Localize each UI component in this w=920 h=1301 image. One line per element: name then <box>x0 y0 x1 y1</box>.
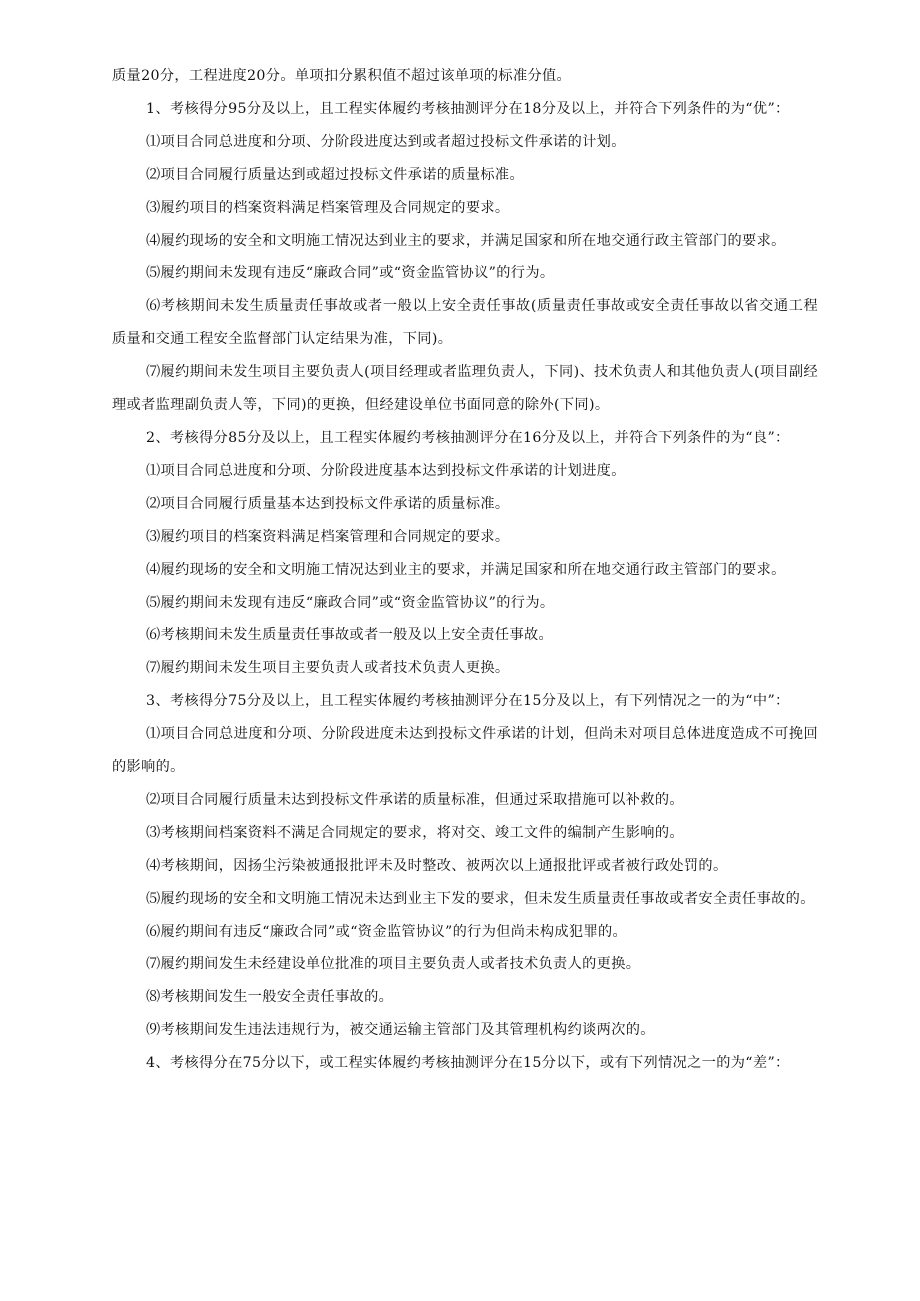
paragraph: ⑼考核期间发生违法违规行为，被交通运输主管部门及其管理机构约谈两次的。 <box>146 1022 655 1039</box>
paragraph: ⑵项目合同履行质量达到或超过投标文件承诺的质量标准。 <box>146 166 524 183</box>
paragraph: ⑺履约期间未发生项目主要负责人(项目经理或者监理负责人，下同)、技术负责人和其他负责人(项目副经理或者监理副负责人等，下同)的更换，但经建设单位书面同意的除外(下同)。 <box>112 364 818 414</box>
paragraph: 2、考核得分85分及以上，且工程实体履约考核抽测评分在16分及以上，并符合下列条件的为“良”： <box>146 429 790 446</box>
paragraph: ⑴项目合同总进度和分项、分阶段进度达到或者超过投标文件承诺的计划。 <box>146 133 626 150</box>
paragraph: ⑴项目合同总进度和分项、分阶段进度基本达到投标文件承诺的计划进度。 <box>146 462 626 479</box>
paragraph: ⑸履约期间未发现有违反“廉政合同”或“资金监管协议”的行为。 <box>146 594 555 611</box>
paragraph: 1、考核得分95分及以上，且工程实体履约考核抽测评分在18分及以上，并符合下列条件的为“优”： <box>146 100 790 117</box>
paragraph: ⑺履约期间发生未经建设单位批准的项目主要负责人或者技术负责人的更换。 <box>146 956 641 973</box>
paragraph: 3、考核得分75分及以上，且工程实体履约考核抽测评分在15分及以上，有下列情况之一的为“中”： <box>146 693 790 710</box>
paragraph: ⑹考核期间未发生质量责任事故或者一般以上安全责任事故(质量责任事故或安全责任事故以省交通工程质量和交通工程安全监督部门认定结果为准，下同)。 <box>112 298 818 348</box>
document-body <box>112 60 818 1080</box>
paragraph: ⑺履约期间未发生项目主要负责人或者技术负责人更换。 <box>146 660 510 677</box>
paragraph: ⑶考核期间档案资料不满足合同规定的要求，将对交、竣工文件的编制产生影响的。 <box>146 824 684 841</box>
paragraph: 4、考核得分在75分以下，或工程实体履约考核抽测评分在15分以下，或有下列情况之一的为“差”： <box>146 1055 790 1072</box>
paragraph: 质量20分，工程进度20分。单项扣分累积值不超过该单项的标准分值。 <box>112 68 572 84</box>
paragraph: ⑹履约期间有违反“廉政合同”或“资金监管协议”的行为但尚未构成犯罪的。 <box>146 923 628 940</box>
paragraph: ⑶履约项目的档案资料满足档案管理和合同规定的要求。 <box>146 528 510 545</box>
paragraph: ⑶履约项目的档案资料满足档案管理及合同规定的要求。 <box>146 199 510 216</box>
paragraph: ⑸履约期间未发现有违反“廉政合同”或“资金监管协议”的行为。 <box>146 265 555 282</box>
paragraph: ⑹考核期间未发生质量责任事故或者一般及以上安全责任事故。 <box>146 627 554 644</box>
paragraph: ⑷考核期间，因扬尘污染被通报批评未及时整改、被两次以上通报批评或者被行政处罚的。 <box>146 857 728 874</box>
paragraph: ⑴项目合同总进度和分项、分阶段进度未达到投标文件承诺的计划，但尚未对项目总体进度造成不可挽回的影响的。 <box>112 726 818 776</box>
paragraph: ⑵项目合同履行质量未达到投标文件承诺的质量标准，但通过采取措施可以补救的。 <box>146 791 684 808</box>
paragraph: ⑸履约现场的安全和文明施工情况未达到业主下发的要求，但未发生质量责任事故或者安全责任事故的。 <box>146 890 815 907</box>
paragraph: ⑷履约现场的安全和文明施工情况达到业主的要求，并满足国家和所在地交通行政主管部门的要求。 <box>146 561 786 578</box>
paragraph: ⑵项目合同履行质量基本达到投标文件承诺的质量标准。 <box>146 495 510 512</box>
paragraph: ⑷履约现场的安全和文明施工情况达到业主的要求，并满足国家和所在地交通行政主管部门的要求。 <box>146 232 786 249</box>
paragraph: ⑻考核期间发生一般安全责任事故的。 <box>146 989 394 1006</box>
